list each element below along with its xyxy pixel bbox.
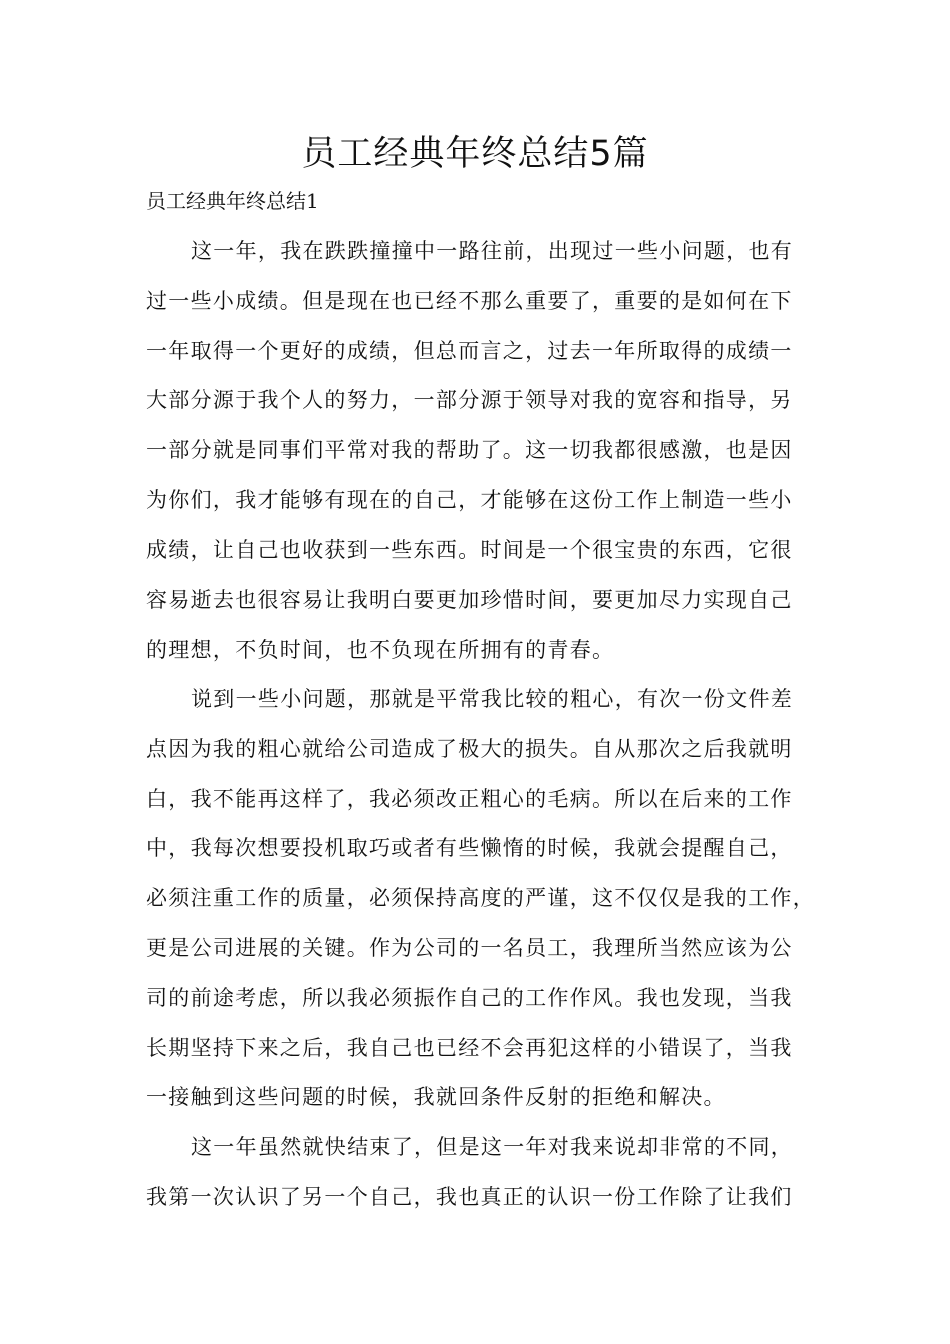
document-title: 员工经典年终总结5篇 [301,134,649,174]
paragraph-line: 白，我不能再这样了，我必须改正粗心的毛病。所以在后来的工作 [146,787,793,811]
paragraph-line: 成绩，让自己也收获到一些东西。时间是一个很宝贵的东西，它很 [146,538,793,562]
paragraph-line: 点因为我的粗心就给公司造成了极大的损失。自从那次之后我就明 [146,737,793,761]
paragraph-line: 容易逝去也很容易让我明白要更加珍惜时间，要更加尽力实现自己 [146,588,793,612]
paragraph-line: 过一些小成绩。但是现在也已经不那么重要了，重要的是如何在下 [146,289,793,313]
paragraph-line: 必须注重工作的质量，必须保持高度的严谨，这不仅仅是我的工作， [146,886,815,910]
paragraph-line: 长期坚持下来之后，我自己也已经不会再犯这样的小错误了，当我 [146,1036,793,1060]
paragraph-line: 我第一次认识了另一个自己，我也真正的认识一份工作除了让我们 [146,1185,793,1209]
paragraph-line: 一年取得一个更好的成绩，但总而言之，过去一年所取得的成绩一 [146,339,793,363]
paragraph-line: 更是公司进展的关键。作为公司的一名员工，我理所当然应该为公 [146,936,793,960]
paragraph-line: 中，我每次想要投机取巧或者有些懒惰的时候，我就会提醒自己， [146,836,793,860]
section-heading: 员工经典年终总结1 [146,189,319,213]
paragraph-line: 司的前途考虑，所以我必须振作自己的工作作风。我也发现，当我 [146,986,793,1010]
paragraph-line: 大部分源于我个人的努力，一部分源于领导对我的宽容和指导，另 [146,388,793,412]
paragraph-line: 这一年虽然就快结束了，但是这一年对我来说却非常的不同， [191,1135,794,1159]
paragraph-line: 说到一些小问题，那就是平常我比较的粗心，有次一份文件差 [191,687,794,711]
paragraph-line: 一部分就是同事们平常对我的帮助了。这一切我都很感激，也是因 [146,438,793,462]
paragraph-line: 为你们，我才能够有现在的自己，才能够在这份工作上制造一些小 [146,488,793,512]
paragraph-line: 这一年，我在跌跌撞撞中一路往前，出现过一些小问题，也有 [191,239,794,263]
paragraph-line: 的理想，不负时间，也不负现在所拥有的青春。 [146,638,615,662]
paragraph-line: 一接触到这些问题的时候，我就回条件反射的拒绝和解决。 [146,1085,726,1109]
